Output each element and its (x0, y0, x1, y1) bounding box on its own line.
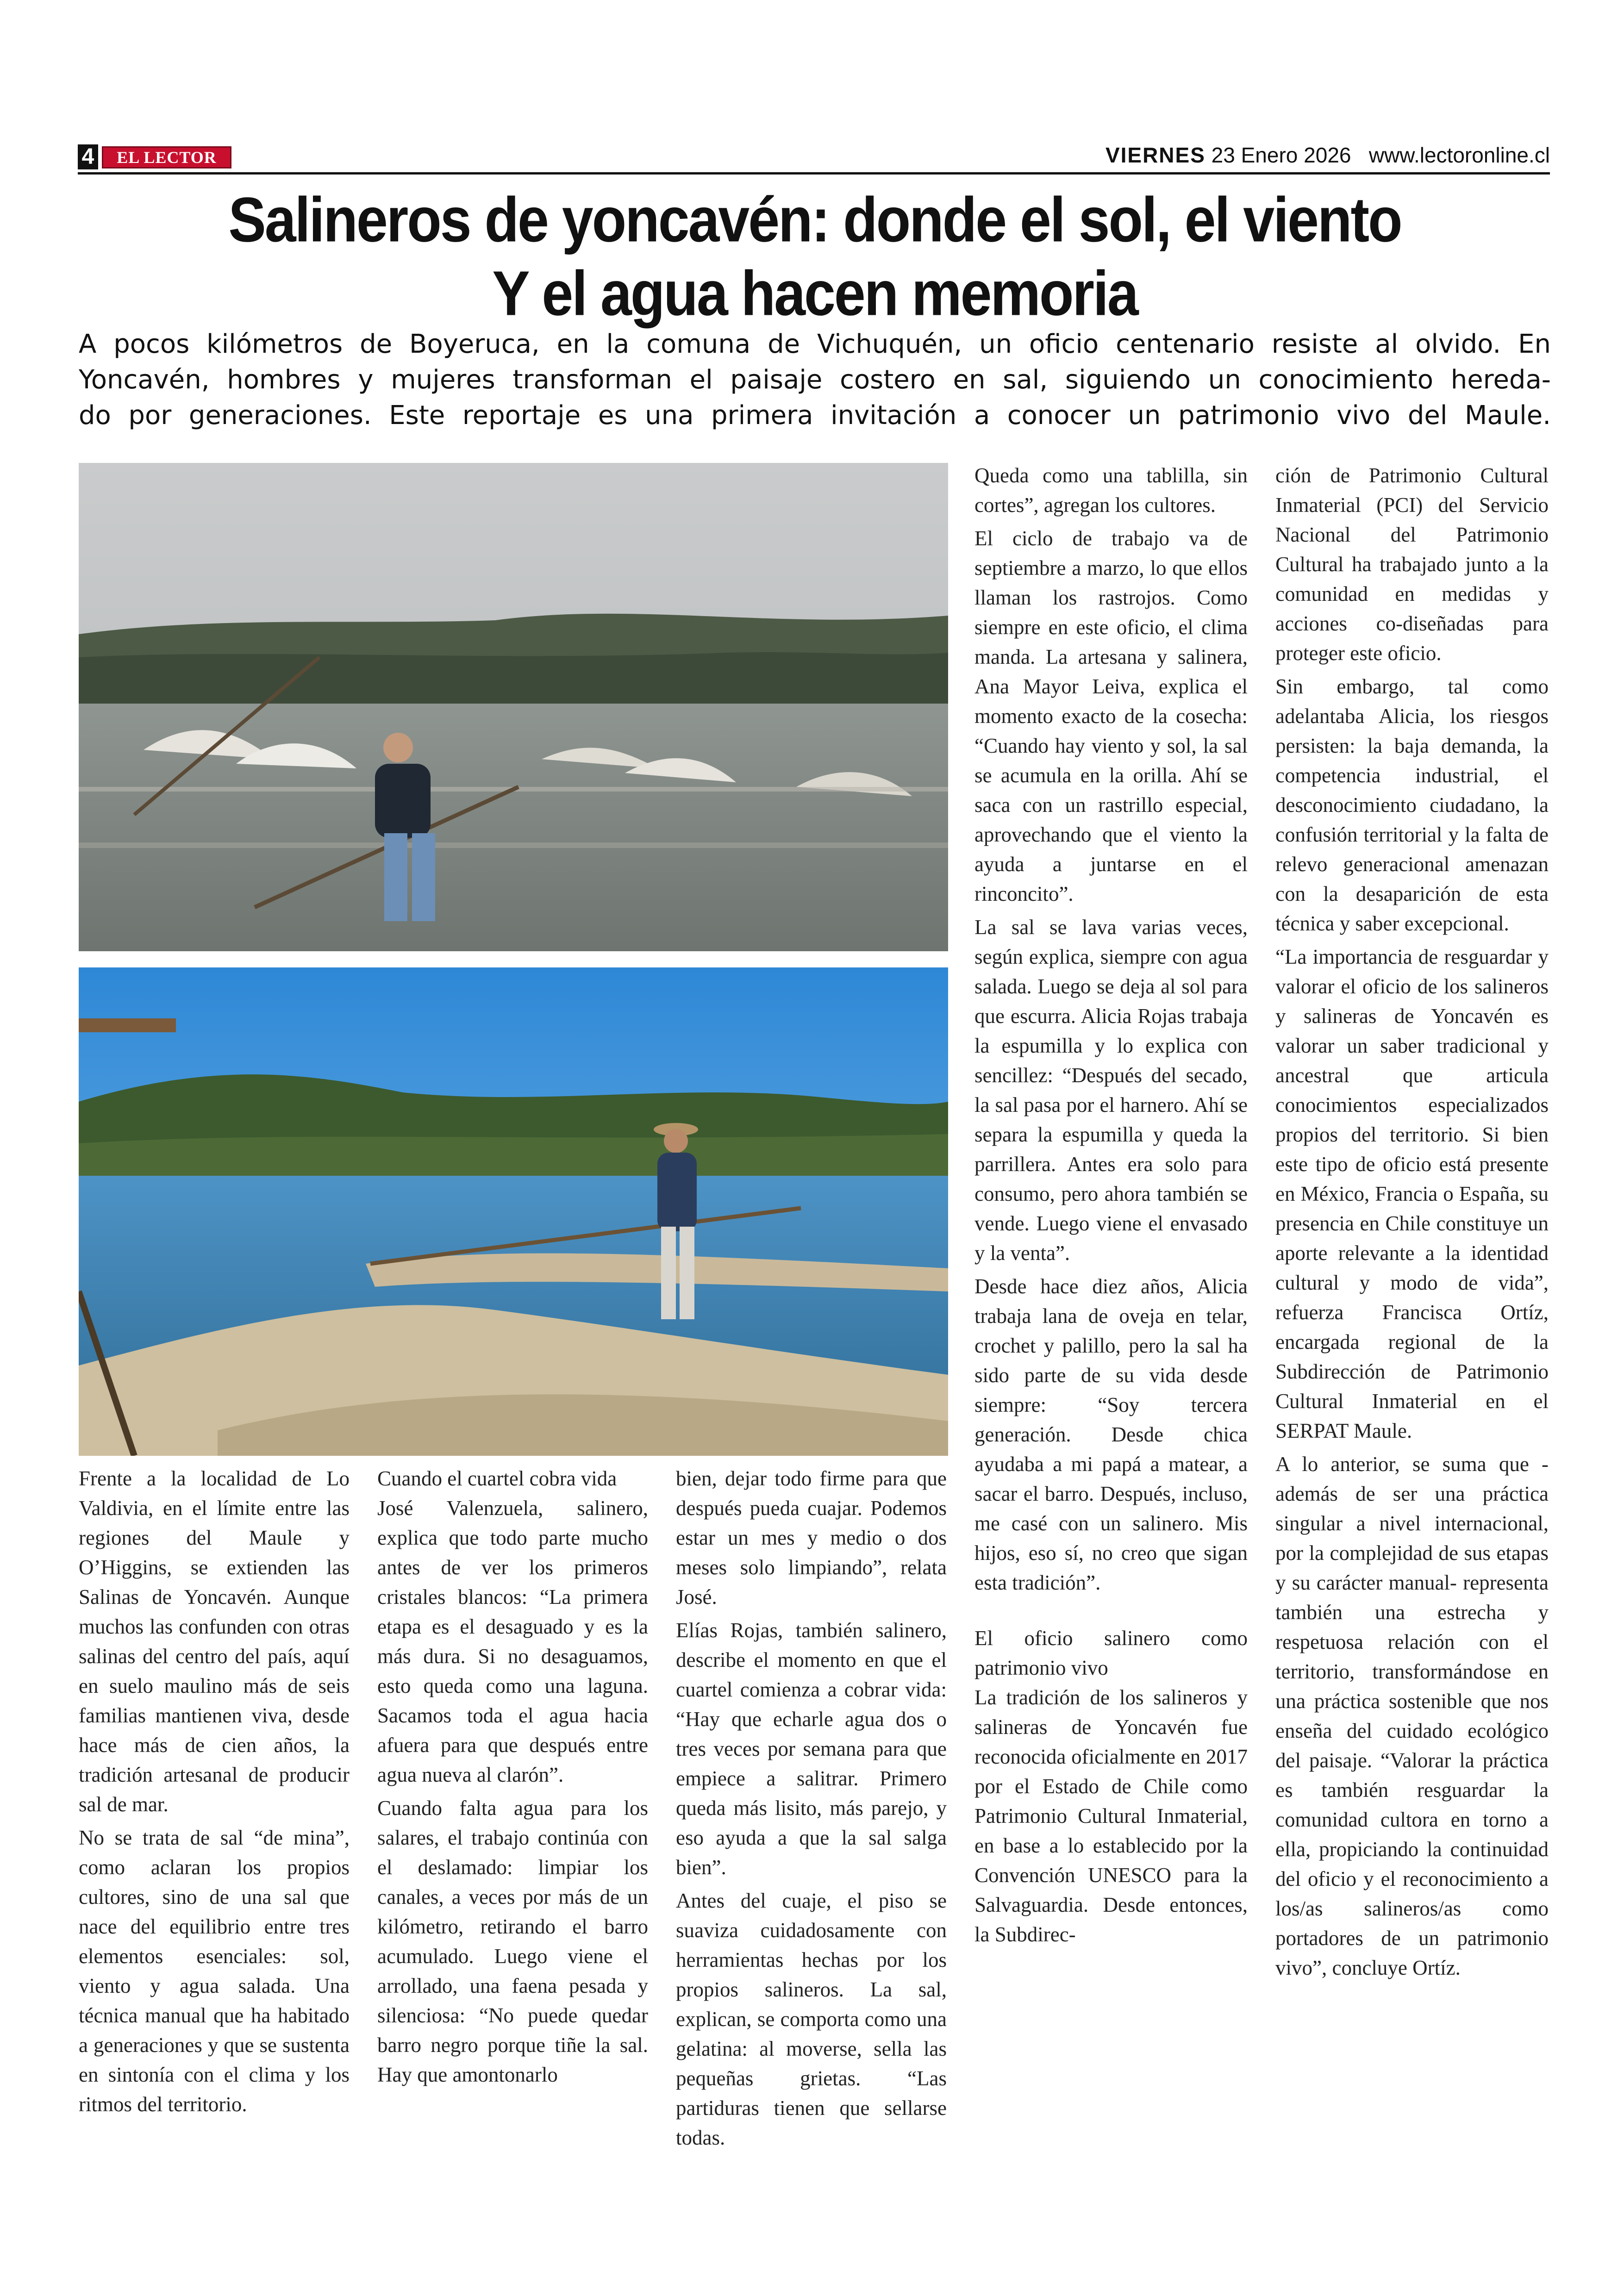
article-column-4 (974, 461, 1248, 1953)
header-rule (78, 172, 1550, 175)
salt-pools-photo-bottom-image (79, 967, 948, 1456)
paragraph: La sal se lava varias veces, según explica, siempre con agua salada. Luego se deja al sol para que escurra. Alicia Rojas trabaja la espumilla y lo explica con sencillez: “Después del secado, la sal pasa por el harnero. Ahí se separa la espumilla y queda la parrillera. Antes era solo para consumo, pero ahora también se vende. Luego viene el envasado y la venta”. (974, 916, 1248, 1265)
dateline (1106, 143, 1550, 168)
article-column-1 (79, 1464, 350, 2123)
paragraph: Queda como una tablilla, sin cortes”, agregan los cultores. (974, 464, 1248, 517)
paragraph: Sin embargo, tal como adelantaba Alicia, los riesgos persisten: la baja demanda, la competencia industrial, el desconocimiento ciudadano, la confusión territorial y la falta de relevo generacional amenazan con la desaparición de esta técnica y saber excepcional. (1275, 675, 1549, 935)
headline-line-2: Y el agua hacen memoria (492, 258, 1137, 329)
article-headline (79, 183, 1551, 330)
lead-line: do por generaciones. Este reportaje es una primera invitación a conocer un patrimonio vivo del Maule. (79, 400, 1551, 430)
paragraph: El ciclo de trabajo va de septiembre a marzo, lo que ellos llaman los rastrojos. Como siempre en este oficio, el clima manda. La artesana y salinera, Ana Mayor Leiva, explica el momento exacto de la cosecha: “Cuando hay viento y sol, la sal se acumula en la orilla. Ahí se saca con un rastrillo especial, aprovechando que el viento la ayuda a juntarse en el rinconcito”. (974, 527, 1248, 905)
date-label: 23 Enero 2026 (1211, 143, 1351, 167)
day-label: VIERNES (1105, 143, 1206, 167)
paragraph: bien, dejar todo firme para que después pueda cuajar. Podemos estar un mes y medio o dos meses solo limpiando”, relata José. (676, 1467, 947, 1609)
newspaper-logo (102, 146, 231, 168)
page-number: 4 (78, 144, 98, 169)
section-heading-patrimonio: El oficio salinero como patrimonio vivo (974, 1627, 1248, 1679)
paragraph: José Valenzuela, salinero, explica que todo parte mucho antes de ver los primeros cristales blancos: “La primera etapa es el desaguado y es la más dura. Si no desaguamos, esto queda como una laguna. Sacamos toda el agua hacia afuera para que después entre agua nueva al clarón”. (377, 1497, 648, 1786)
paragraph: No se trata de sal “de mina”, como aclaran los propios cultores, sino de una sal que nace del equilibrio entre tres elementos esenciales: sol, viento y agua salada. Una técnica manual que ha habitado a generaciones y que se sustenta en sintonía con el clima y los ritmos del territorio. (79, 1826, 350, 2116)
lead-line: Yoncavén, hombres y mujeres transforman el paisaje costero en sal, siguiendo un conocimiento hereda- (79, 365, 1551, 395)
page-header (78, 143, 1550, 171)
paragraph: A lo anterior, se suma que -además de ser una práctica singular a nivel internacional, por la complejidad de sus etapas y su carácter manual- representa también una estrecha y respetuosa relación con el territorio, transformándose en una práctica sostenible que nos enseña del cuidado ecológico del paisaje. “Valorar la práctica es también resguardar la comunidad cultora en torno a ella, propiciando la continuidad del oficio y el reconocimiento a los/as salineros/as como portadores de un patrimonio vivo”, concluye Ortíz. (1275, 1453, 1549, 1979)
paragraph: Antes del cuaje, el piso se suaviza cuidadosamente con herramientas hechas por los propios salineros. La sal, explican, se comporta como una gelatina: al moverse, sella las pequeñas grietas. “Las partiduras tienen que sellarse todas. (676, 1889, 947, 2149)
lead-line: A pocos kilómetros de Boyeruca, en la comuna de Vichuquén, un oficio centenario resiste al olvido. En (79, 329, 1551, 359)
article-column-5 (1275, 461, 1549, 1986)
article-column-3 (676, 1464, 947, 2156)
paragraph: Elías Rojas, también salinero, describe el momento en que el cuartel comienza a cobrar vida: “Hay que echarle agua dos o tres veces por semana para que empiece a salitrar. Primero queda más lisito, más parejo, y eso ayuda a que la sal salga bien”. (676, 1619, 947, 1879)
salt-flats-photo-top (79, 463, 948, 951)
article-lead (79, 326, 1551, 433)
paragraph: ción de Patrimonio Cultural Inmaterial (PCI) del Servicio Nacional del Patrimonio Cultural ha trabajado junto a la comunidad en medidas y acciones co-diseñadas para proteger este oficio. (1275, 464, 1549, 665)
salt-flats-photo-top-image (79, 463, 948, 951)
paragraph: “La importancia de resguardar y valorar el oficio de los salineros y salineras de Yoncavén es valorar un saber tradicional y ancestral que articula conocimientos especializados propios del territorio. Si bien este tipo de oficio está presente en México, Francia o España, su presencia en Chile constituye un aporte relevante a la identidad cultural y modo de vida”, refuerza Francisca Ortíz, encargada regional de la Subdirección de Patrimonio Cultural Inmaterial en el SERPAT Maule. (1275, 945, 1549, 1442)
section-heading-cuartel: Cuando el cuartel cobra vida (377, 1467, 617, 1490)
paragraph: Desde hace diez años, Alicia trabaja lana de oveja en telar, crochet y palillo, pero la sal ha sido parte de su vida desde siempre: “Soy tercera generación. Desde chica ayudaba a mi papá a matear, a sacar el barro. Después, incluso, me casé con un salinero. Mis hijos, eso sí, no creo que sigan esta tradición”. (974, 1275, 1248, 1594)
article-column-2 (377, 1464, 648, 2093)
paragraph: Cuando falta agua para los salares, el trabajo continúa con el deslamado: limpiar los canales, a veces por más de un kilómetro, retirando el barro acumulado. Luego viene el arrollado, una faena pesada y silenciosa: “No puede quedar barro negro porque tiñe la sal. Hay que amontonarlo (377, 1796, 648, 2086)
paragraph: Frente a la localidad de Lo Valdivia, en el límite entre las regiones del Maule y O’Higgins, se extienden las Salinas de Yoncavén. Aunque muchos las confunden con otras salinas del centro del país, aquí en suelo maulino más de seis familias mantienen viva, desde hace más de cien años, la tradición artesanal de producir sal de mar. (79, 1467, 350, 1816)
salt-pools-photo-bottom (79, 967, 948, 1456)
paragraph: La tradición de los salineros y salineras de Yoncavén fue reconocida oficialmente en 2017 por el Estado de Chile como Patrimonio Cultural Inmaterial, en base a lo establecido por la Convención UNESCO para la Salvaguardia. Desde entonces, la Subdirec- (974, 1686, 1248, 1946)
logo-text: EL LECTOR (117, 148, 217, 167)
headline-line-1: Salineros de yoncavén: donde el sol, el viento (228, 184, 1401, 255)
website-label: www.lectoronline.cl (1368, 143, 1550, 167)
